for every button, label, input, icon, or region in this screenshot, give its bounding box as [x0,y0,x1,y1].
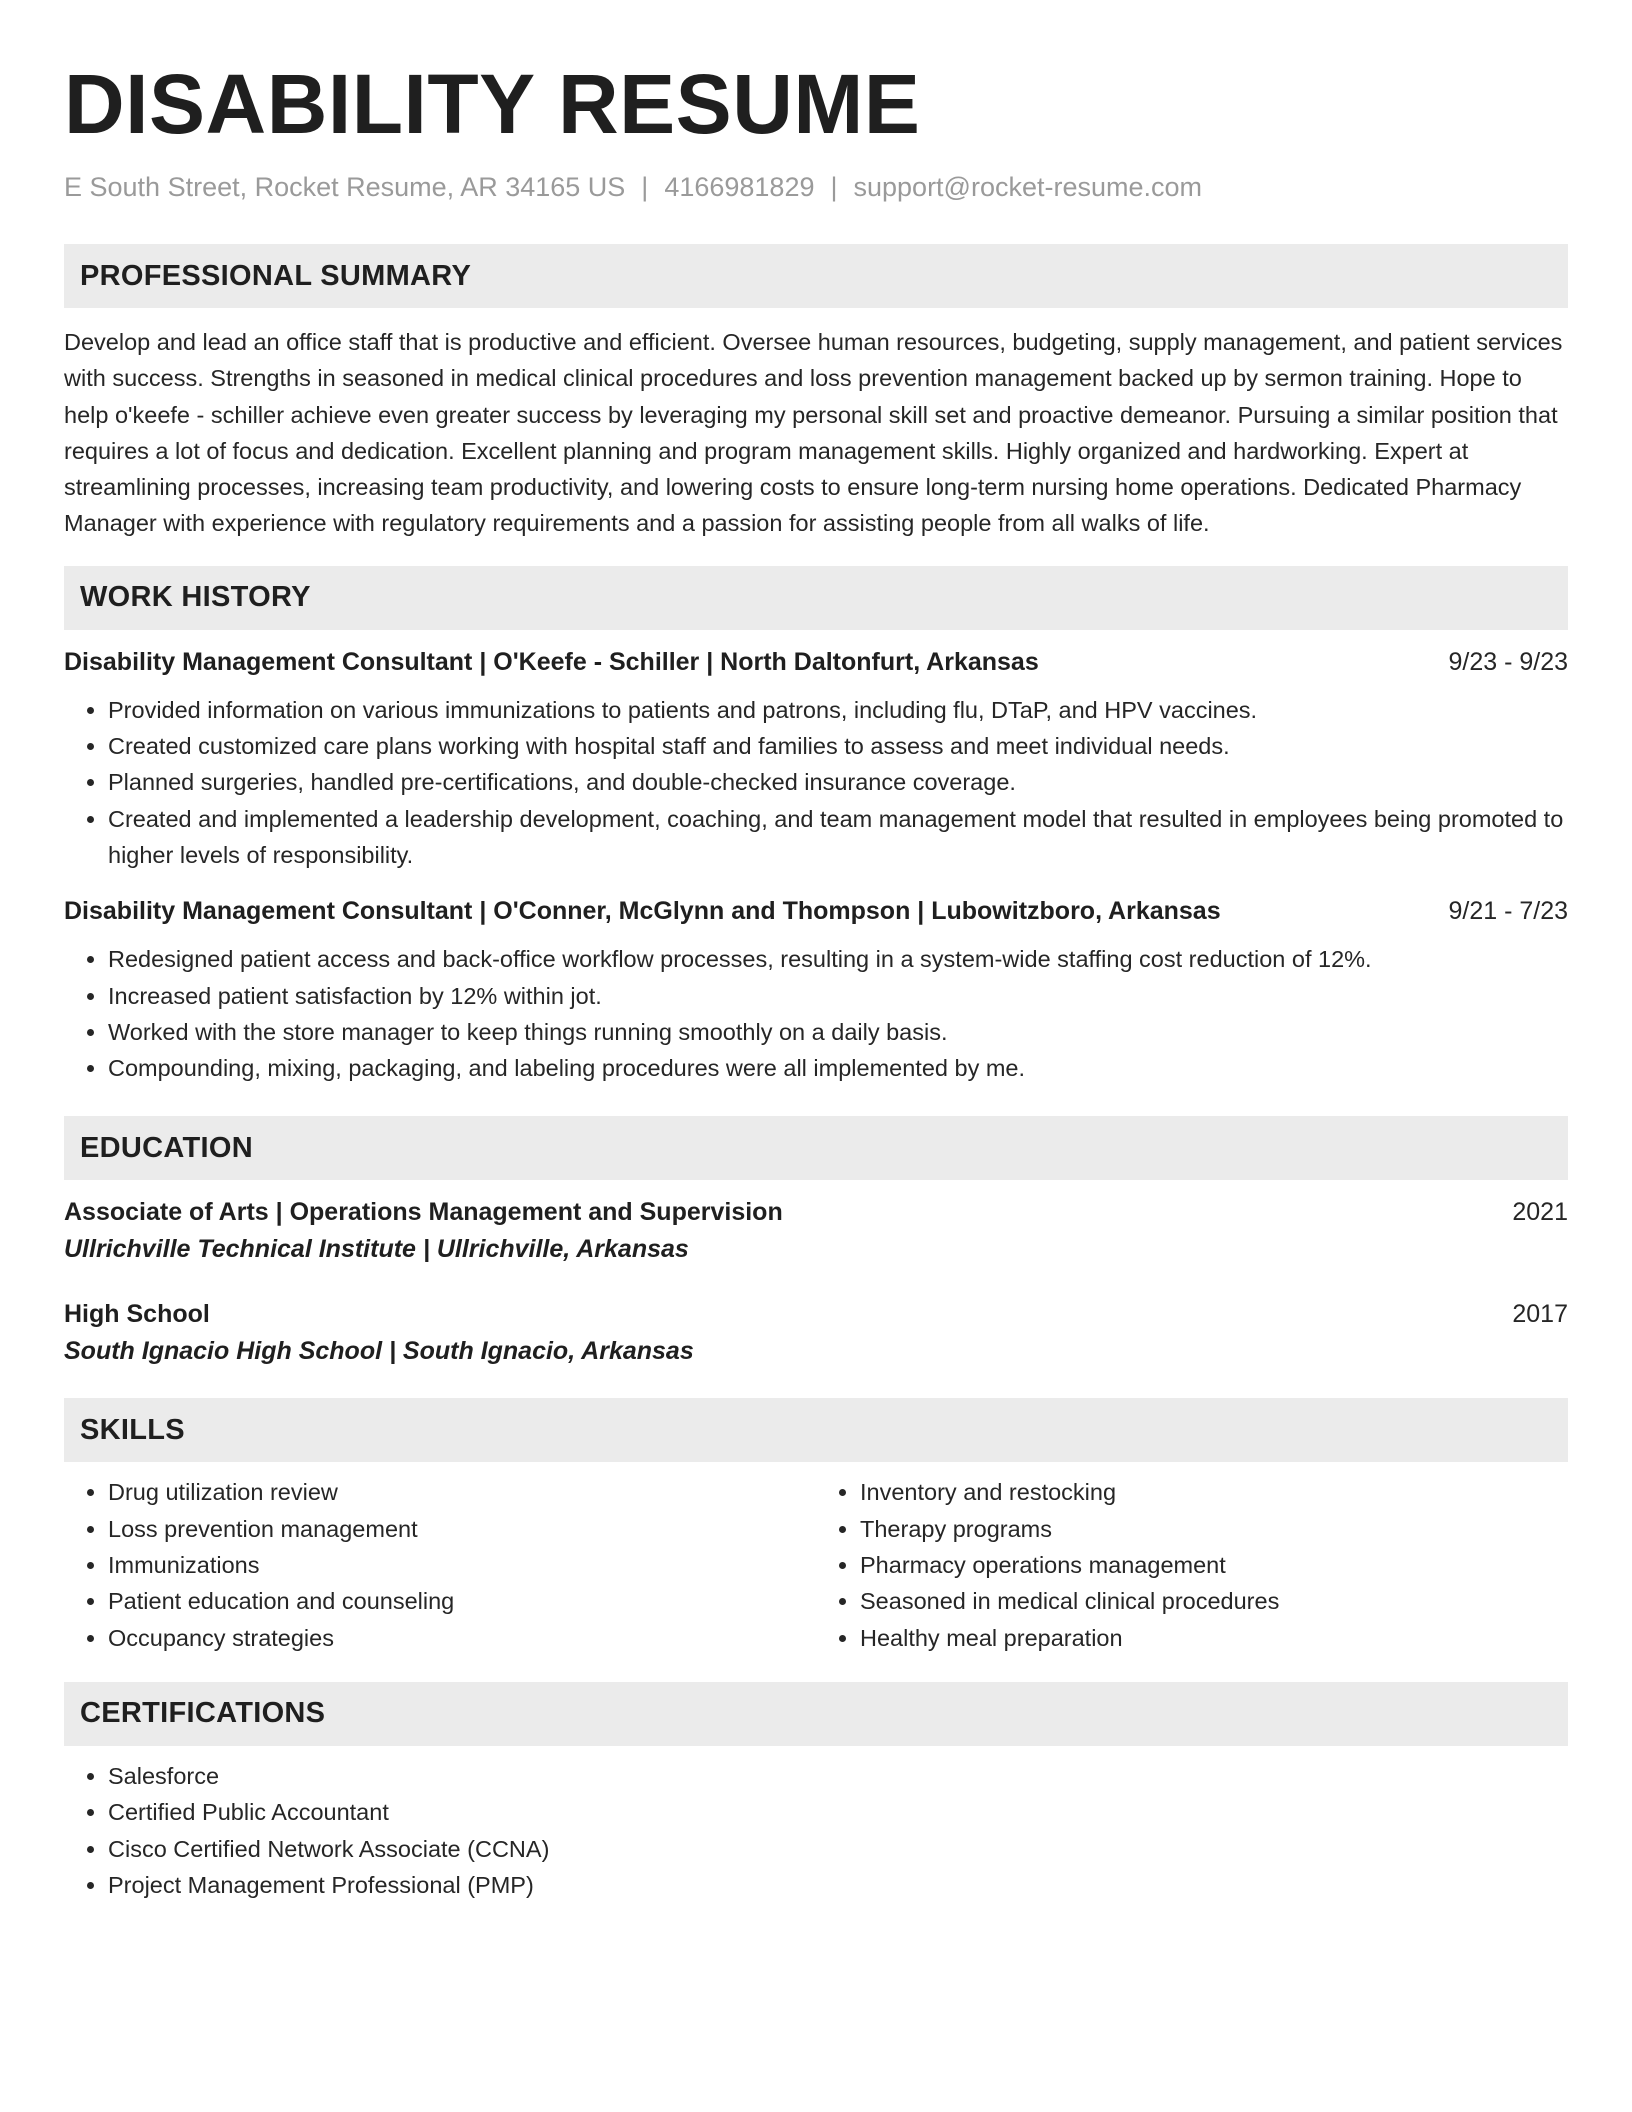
section-header-education: EDUCATION [64,1116,1568,1180]
job-header [64,646,1568,678]
list-item: • Patient education and counseling [108,1583,816,1619]
list-item: • Occupancy strategies [108,1620,816,1656]
education-entry [64,1196,1568,1266]
list-item: • Pharmacy operations management [860,1547,1568,1583]
list-item: • Project Management Professional (PMP) [108,1867,1568,1903]
contact-address: E South Street, Rocket Resume, AR 34165 US [64,172,626,202]
list-item: • Worked with the store manager to keep things running smoothly on a daily basis. [108,1014,1568,1050]
section-header-summary: PROFESSIONAL SUMMARY [64,244,1568,308]
list-item: • Created and implemented a leadership development, coaching, and team management model that resulted in employees being promoted to higher levels of responsibility. [108,801,1568,874]
job-bullets [64,692,1568,873]
list-item: • Inventory and restocking [860,1474,1568,1510]
education-header [64,1196,1568,1228]
list-item: • Healthy meal preparation [860,1620,1568,1656]
list-item: • Seasoned in medical clinical procedures [860,1583,1568,1619]
list-item: • Loss prevention management [108,1511,816,1547]
job-dates: 9/23 - 9/23 [1448,647,1568,676]
list-item: • Certified Public Accountant [108,1794,1568,1830]
summary-text: Develop and lead an office staff that is productive and efficient. Oversee human resources, budgeting, supply management, and patient services with success. Strengths in seasoned in medical clinical procedures and loss prevention management backed up by sermon training. Hope to help o'keefe - schiller achieve even greater success by leveraging my personal skill set and proactive demeanor. Pursuing a similar position that requires a lot of focus and dedication. Excellent planning and program management skills. Highly organized and hardworking. Expert at streamlining processes, increasing team productivity, and lowering costs to ensure long-term nursing home operations. Dedicated Pharmacy Manager with experience with regulatory requirements and a passion for assisting people from all walks of life. [64,329,1563,537]
job-title: Disability Management Consultant | O'Conner, McGlynn and Thompson | Lubowitzboro, Arkansas [64,897,1221,926]
list-item: • Salesforce [108,1758,1568,1794]
contact-separator: | [641,172,649,202]
contact-line [64,170,1568,204]
list-item: • Cisco Certified Network Associate (CCNA) [108,1831,1568,1867]
section-header-certifications: CERTIFICATIONS [64,1682,1568,1746]
list-item: • Therapy programs [860,1511,1568,1547]
list-item: • Planned surgeries, handled pre-certifications, and double-checked insurance coverage. [108,764,1568,800]
list-item: • Redesigned patient access and back-office workflow processes, resulting in a system-wide staffing cost reduction of 12%. [108,941,1568,977]
section-header-work-history: WORK HISTORY [64,566,1568,630]
education-entry [64,1298,1568,1368]
job-dates: 9/21 - 7/23 [1448,897,1568,926]
education-school: South Ignacio High School | South Ignacio, Arkansas [64,1337,694,1366]
education-header [64,1298,1568,1330]
education-year: 2017 [1512,1300,1568,1329]
certifications-list [64,1758,1568,1903]
list-item: • Compounding, mixing, packaging, and labeling procedures were all implemented by me. [108,1050,1568,1086]
skills-list-left [64,1474,816,1655]
job-bullets [64,941,1568,1086]
list-item: • Immunizations [108,1547,816,1583]
education-year: 2021 [1512,1198,1568,1227]
job-title: Disability Management Consultant | O'Keefe - Schiller | North Daltonfurt, Arkansas [64,647,1039,676]
list-item: • Increased patient satisfaction by 12% within jot. [108,978,1568,1014]
education-degree: High School [64,1300,210,1329]
resume-title: DISABILITY RESUME [64,57,921,151]
list-item: • Created customized care plans working with hospital staff and families to assess and meet individual needs. [108,728,1568,764]
education-degree: Associate of Arts | Operations Management and Supervision [64,1198,783,1227]
section-header-skills: SKILLS [64,1398,1568,1462]
contact-phone: 4166981829 [664,172,815,202]
skills-list-right [816,1474,1568,1655]
contact-separator: | [830,172,838,202]
list-item: • Drug utilization review [108,1474,816,1510]
list-item: • Provided information on various immunizations to patients and patrons, including flu, DTaP, and HPV vaccines. [108,692,1568,728]
education-school: Ullrichville Technical Institute | Ullrichville, Arkansas [64,1235,689,1264]
contact-email: support@rocket-resume.com [853,172,1203,202]
job-header [64,895,1568,927]
job-entry [64,895,1568,1086]
job-entry [64,646,1568,873]
skills-grid [64,1474,1568,1655]
